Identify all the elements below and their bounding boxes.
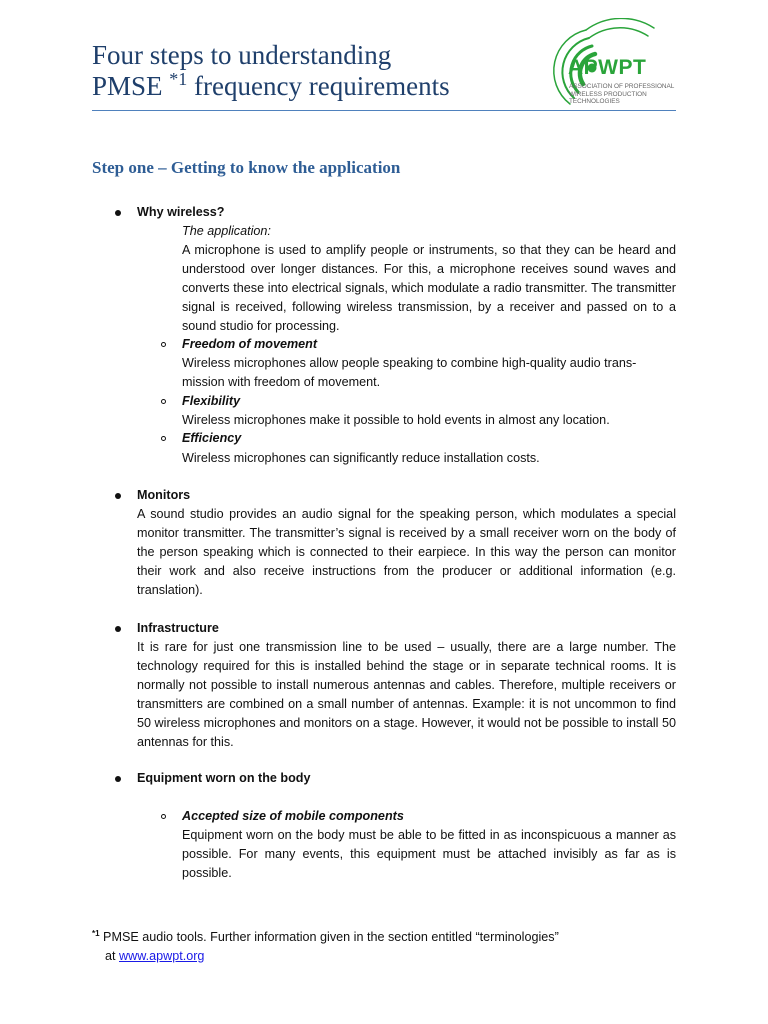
step-heading: Step one – Getting to know the application <box>92 158 401 177</box>
flexibility-label: Flexibility <box>182 394 241 408</box>
footnote-line-2 <box>92 947 559 966</box>
application-text: A microphone is used to amplify people or instruments, so that they can be heard and understood over longer distances. For this, a microphone receives sound waves and converts these into electrical signals, which modulate a radio transmitter. The transmitter signal is received, following wireless transmission, by a receiver and passed on to a sound studio for processing. <box>182 243 676 333</box>
why-wireless-title: Why wireless? <box>137 205 225 219</box>
infrastructure-text: It is rare for just one transmission line to be used – usually, there are a large number. The technology required for this is installed behind the stage or in separate technical rooms. It is normally not possible to install numerous antennas and cables. Therefore, multiple receivers or transmitters are combined on a small number of antennas. Example: it is not uncommon to find 50 wireless microphones and monitors on a stage. However, it would not be possible to install 50 antennas for this. <box>137 640 676 749</box>
freedom-label: Freedom of movement <box>182 337 318 351</box>
efficiency-label: Efficiency <box>182 431 242 445</box>
bullet-icon <box>115 210 121 216</box>
bullet-icon <box>115 626 121 632</box>
header-divider <box>92 110 676 111</box>
title-line-1: Four steps to understanding <box>92 40 392 70</box>
footnote-text: PMSE audio tools. Further information given in the section entitled “terminologies” <box>99 930 559 944</box>
equipment-title: Equipment worn on the body <box>137 771 311 785</box>
freedom-text-line-1: Wireless microphones allow people speaking to combine high-quality audio trans- <box>182 356 637 370</box>
bullet-icon <box>115 776 121 782</box>
mobile-components-text: Equipment worn on the body must be able to be fitted in as inconspicuous a manner as possible. For many events, this equipment must be attached invisibly as far as is possible. <box>182 828 676 880</box>
monitors-title: Monitors <box>137 488 191 502</box>
mobile-components-label: Accepted size of mobile components <box>182 809 404 823</box>
efficiency-text: Wireless microphones can significantly reduce installation costs. <box>182 451 540 465</box>
website-link[interactable]: www.apwpt.org <box>119 949 205 963</box>
footnote-at: at <box>105 949 120 963</box>
footnote <box>92 928 559 966</box>
sub-bullet-icon <box>161 399 166 404</box>
title-line-2 <box>92 71 522 102</box>
title-prefix: PMSE <box>92 71 170 101</box>
sub-bullet-icon <box>161 814 166 819</box>
logo-tagline: ASSOCIATION OF PROFESSIONAL WIRELESS PRODUCTION TECHNOLOGIES <box>569 83 675 106</box>
footnote-marker: *1 <box>92 928 100 938</box>
logo-name: APWPT <box>568 56 647 79</box>
application-label: The application: <box>182 224 271 238</box>
monitors-text: A sound studio provides an audio signal for the speaking person, which modulates a special monitor transmitter. The transmitter’s signal is received by a small receiver worn on the body of the person speaking which is connected to their earpiece. In this way the person can monitor their work and also receive instructions from the producer or additional information (e.g. translation). <box>137 507 676 597</box>
infrastructure-title: Infrastructure <box>137 621 219 635</box>
title-footnote-marker: *1 <box>169 69 188 89</box>
sub-bullet-icon <box>161 436 166 441</box>
freedom-text <box>182 354 682 392</box>
bullet-icon <box>115 493 121 499</box>
title-suffix: frequency requirements <box>187 71 450 101</box>
page-title <box>92 40 522 102</box>
flexibility-text: Wireless microphones make it possible to hold events in almost any location. <box>182 413 610 427</box>
footnote-line-1 <box>92 928 559 947</box>
freedom-text-line-2: mission with freedom of movement. <box>182 375 381 389</box>
sub-bullet-icon <box>161 342 166 347</box>
